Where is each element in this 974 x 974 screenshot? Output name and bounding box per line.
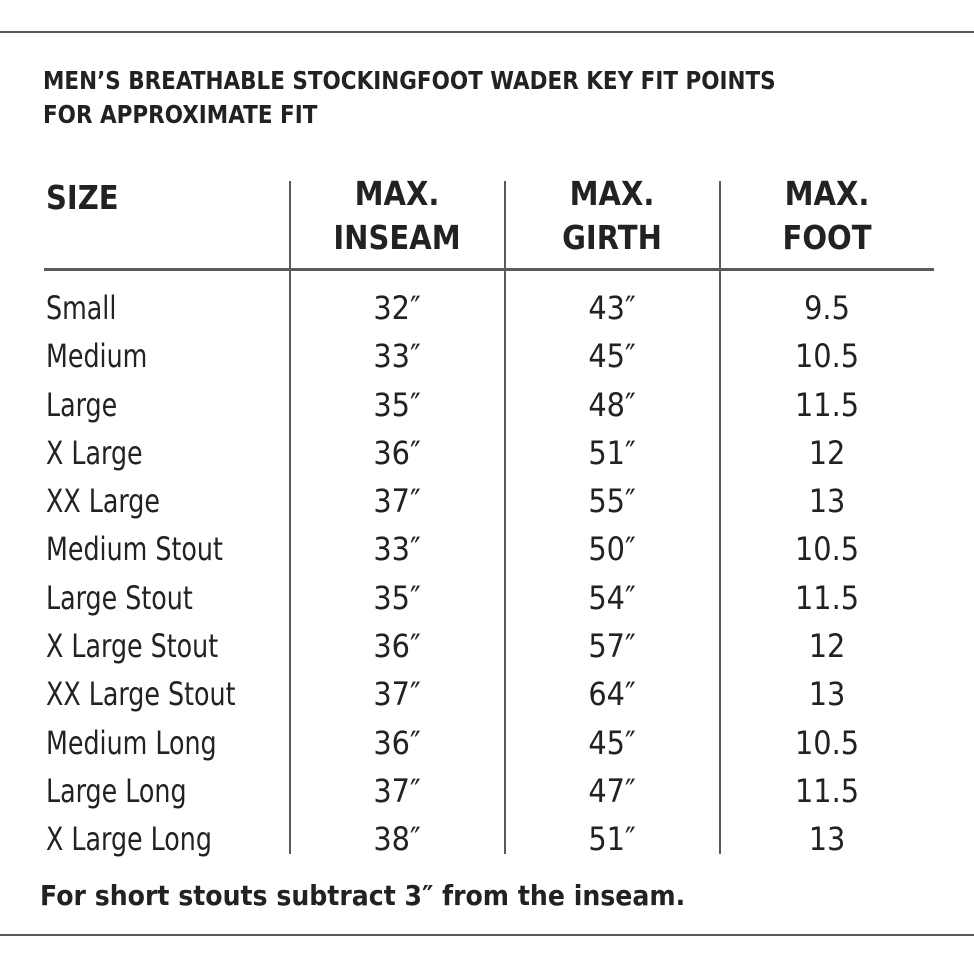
- header-max-girth-line1: MAX.: [569, 174, 655, 213]
- inseam-cell: 32″: [373, 289, 421, 327]
- table-row: [0, 670, 974, 718]
- bottom-rule: [0, 934, 974, 936]
- girth-cell: 43″: [588, 289, 636, 327]
- size-cell: Large Stout: [46, 578, 193, 617]
- inseam-cell: 37″: [373, 771, 421, 810]
- girth-cell: 47″: [588, 771, 636, 810]
- header-max-foot: [733, 172, 921, 260]
- inseam-cell: 33″: [373, 337, 421, 376]
- girth-cell: 54″: [588, 578, 636, 617]
- girth-cell: 48″: [588, 385, 636, 424]
- foot-cell: 12: [808, 433, 846, 472]
- girth-cell: 45″: [588, 723, 636, 762]
- girth-cell: 55″: [588, 482, 636, 521]
- size-cell: Medium: [46, 337, 148, 376]
- table-row: [0, 477, 974, 525]
- inseam-cell: 36″: [373, 627, 421, 666]
- table-row: [0, 525, 974, 573]
- table-row: [0, 284, 974, 332]
- table-row: [0, 719, 974, 767]
- title-line-2: FOR APPROXIMATE FIT: [43, 100, 318, 129]
- table-row: [0, 574, 974, 622]
- girth-cell: 57″: [588, 627, 636, 666]
- foot-cell: 11.5: [794, 578, 860, 617]
- header-max-inseam: [303, 172, 491, 260]
- table-row: [0, 815, 974, 863]
- size-cell: XX Large: [46, 482, 160, 521]
- header-max-inseam-line1: MAX.: [354, 174, 440, 213]
- size-cell: Small: [46, 289, 117, 327]
- foot-cell: 9.5: [804, 289, 850, 327]
- inseam-cell: 35″: [373, 385, 421, 424]
- inseam-cell: 33″: [373, 530, 421, 569]
- size-cell: X Large: [46, 433, 143, 472]
- foot-cell: 10.5: [794, 337, 860, 376]
- foot-cell: 11.5: [794, 771, 860, 810]
- foot-cell: 10.5: [794, 530, 860, 569]
- header-divider: [44, 268, 934, 271]
- girth-cell: 64″: [588, 675, 636, 714]
- size-cell: XX Large Stout: [46, 675, 236, 714]
- chart-title: [43, 64, 817, 132]
- foot-cell: 13: [808, 820, 846, 859]
- header-max-inseam-line2: INSEAM: [333, 218, 461, 257]
- girth-cell: 50″: [588, 530, 636, 569]
- title-line-1: MEN’S BREATHABLE STOCKINGFOOT WADER KEY FIT POINTS: [43, 66, 776, 95]
- girth-cell: 51″: [588, 433, 636, 472]
- header-max-girth-line2: GIRTH: [562, 218, 662, 257]
- girth-cell: 51″: [588, 820, 636, 859]
- inseam-cell: 38″: [373, 820, 421, 859]
- inseam-cell: 36″: [373, 723, 421, 762]
- footnote: For short stouts subtract 3″ from the inseam.: [40, 879, 686, 912]
- size-cell: X Large Long: [46, 820, 212, 859]
- header-size: SIZE: [46, 178, 119, 217]
- inseam-cell: 35″: [373, 578, 421, 617]
- foot-cell: 13: [808, 675, 846, 714]
- header-max-girth: [518, 172, 706, 260]
- size-cell: X Large Stout: [46, 627, 219, 666]
- table-row: [0, 622, 974, 670]
- size-cell: Medium Stout: [46, 530, 223, 569]
- table-row: [0, 381, 974, 429]
- header-max-foot-line1: MAX.: [784, 174, 870, 213]
- table-row: [0, 332, 974, 380]
- top-rule: [0, 31, 974, 33]
- size-cell: Large Long: [46, 771, 187, 810]
- inseam-cell: 36″: [373, 433, 421, 472]
- table-body: [0, 284, 974, 864]
- foot-cell: 13: [808, 482, 846, 521]
- girth-cell: 45″: [588, 337, 636, 376]
- size-cell: Large: [46, 385, 118, 424]
- table-row: [0, 429, 974, 477]
- foot-cell: 10.5: [794, 723, 860, 762]
- inseam-cell: 37″: [373, 482, 421, 521]
- size-cell: Medium Long: [46, 723, 217, 762]
- foot-cell: 11.5: [794, 385, 860, 424]
- inseam-cell: 37″: [373, 675, 421, 714]
- header-max-foot-line2: FOOT: [782, 218, 872, 257]
- table-row: [0, 767, 974, 815]
- table-header: [0, 172, 974, 268]
- foot-cell: 12: [808, 627, 846, 666]
